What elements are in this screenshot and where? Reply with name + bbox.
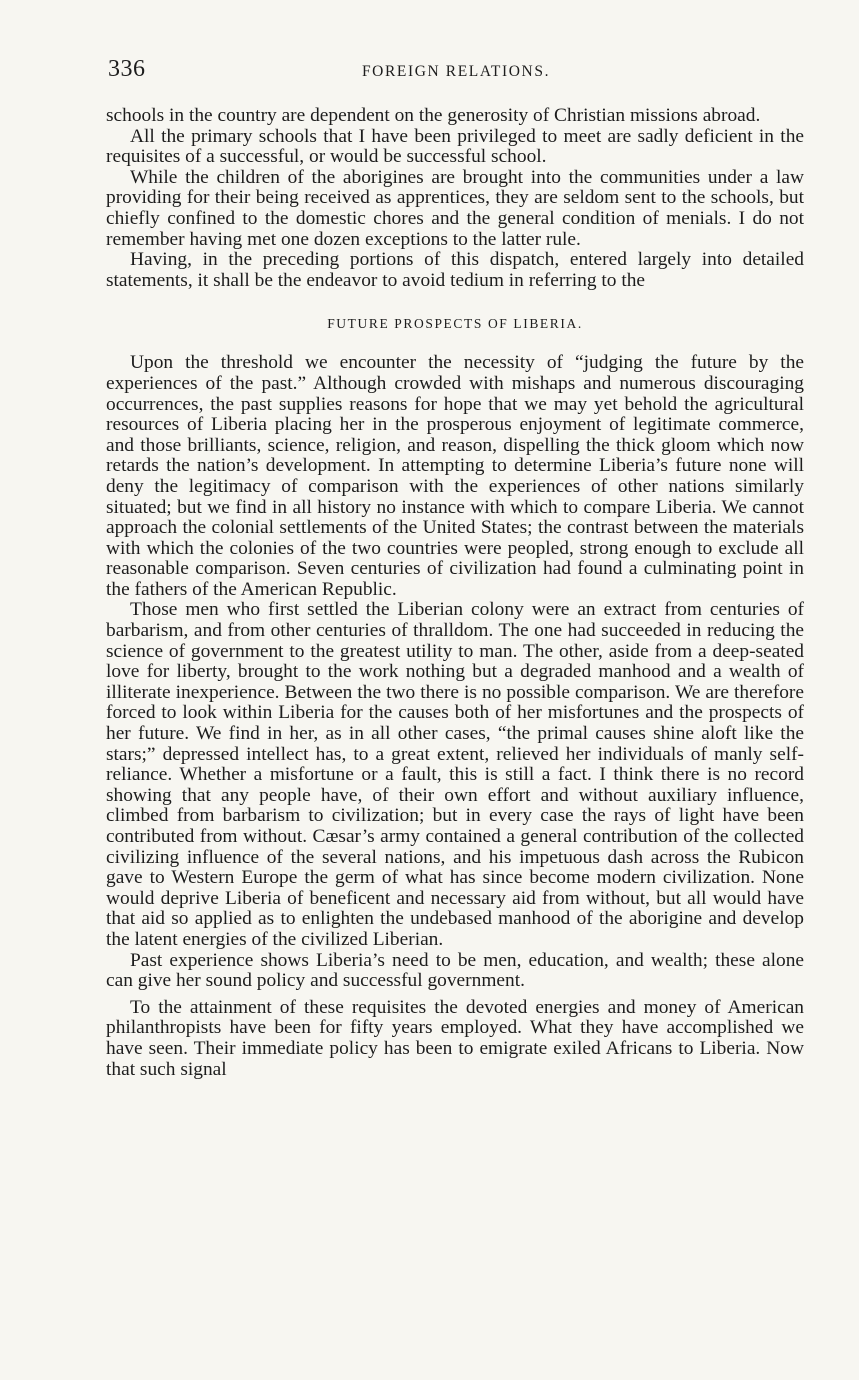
paragraph: To the attainment of these requisites the devoted energies and money of American philanthropists have been for fifty years employed. What they have accomplished we have seen. Their immediate policy has been to emigrate exiled Africans to Liberia. Now that such signal	[106, 996, 804, 1080]
running-title: FOREIGN RELATIONS.	[361, 63, 551, 80]
paragraph: Past experience shows Liberia’s need to be men, education, and wealth; these alone can give her sound policy and successful government.	[106, 949, 804, 992]
page-number: 336	[108, 56, 146, 82]
page-header	[108, 56, 804, 86]
paragraph: While the children of the aborigines are brought into the communities under a law providing for their being received as apprentices, they are seldom sent to the schools, but chiefly confined to the domestic chores and the general condition of menials. I do not remember having met one dozen exceptions to the latter rule.	[106, 166, 804, 250]
paragraph: Upon the threshold we encounter the necessity of “judging the future by the experiences of the past.” Although crowded with mishaps and numerous discouraging occurrences, the past supplies reasons for hope that we may yet behold the agricultural resources of Liberia placing her in the prosperous enjoyment of legitimate commerce, and those brilliants, science, religion, and reason, dispelling the thick gloom which now retards the nation’s development. In attempting to determine Liberia’s future none will deny the legitimacy of comparison with the experiences of other nations similarly situated; but we find in all history no instance with which to compare Liberia. We cannot approach the colonial settlements of the United States; the contrast between the materials with which the colonies of the two countries were peopled, strong enough to exclude all reasonable comparison. Seven centuries of civilization had found a culminating point in the fathers of the American Republic.	[106, 352, 804, 600]
paragraph: schools in the country are dependent on the generosity of Christian missions abroad.	[106, 105, 761, 126]
section-heading: FUTURE PROSPECTS OF LIBERIA.	[327, 316, 583, 332]
paragraph: Having, in the preceding portions of this dispatch, entered largely into detailed statements, it shall be the endeavor to avoid tedium in referring to the	[106, 249, 804, 291]
body-text	[106, 106, 804, 1080]
paragraph: All the primary schools that I have been privileged to meet are sadly deficient in the requisites of a successful, or would be successful school.	[106, 125, 804, 168]
paragraph: Those men who first settled the Liberian colony were an extract from centuries of barbarism, and from other centuries of thralldom. The one had succeeded in reducing the science of government to the greatest utility to man. The other, aside from a deep-seated love for liberty, brought to the work nothing but a degraded manhood and a wealth of illiterate inexperience. Between the two there is no possible comparison. We are therefore forced to look within Liberia for the causes both of her misfortunes and the prospects of her future. We find in her, as in all other cases, “the primal causes shine aloft like the stars;” depressed intellect has, to a great extent, relieved her individuals of manly self-reliance. Whether a misfortune or a fault, this is still a fact. I think there is no record showing that any people have, of their own effort and without auxiliary influence, climbed from barbarism to civilization; but in every case the rays of light have been contributed from without. Cæsar’s army contained a general contribution of the collected civilizing influence of the several nations, and his impetuous dash across the Rubicon gave to Western Europe the germ of what has since become modern civilization. None would deprive Liberia of beneficent and necessary aid from without, but all would have that aid so applied as to enlighten the undebased manhood of the aborigine and develop the latent energies of the civilized Liberian.	[106, 599, 804, 950]
